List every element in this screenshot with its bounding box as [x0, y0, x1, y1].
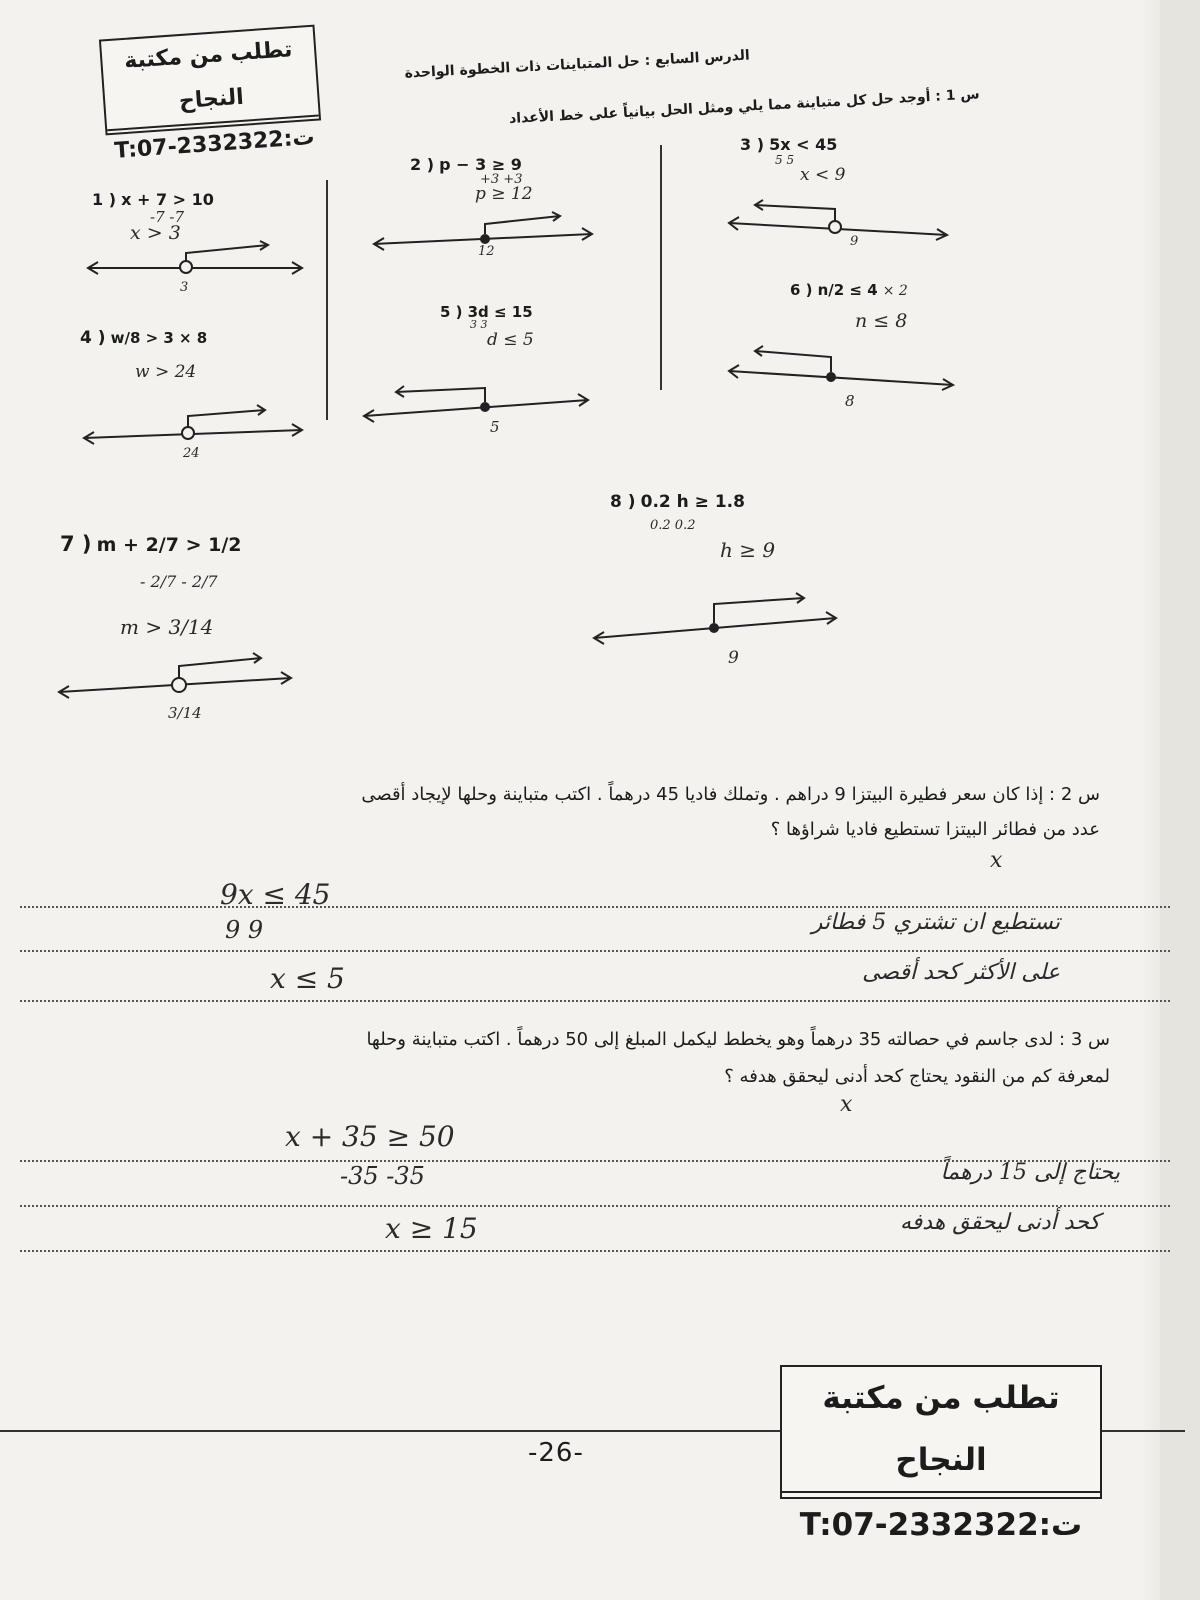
number-line-2-label: 12	[478, 244, 495, 259]
problem-number: 4 )	[80, 328, 106, 348]
q2-work-divide: 9 9	[225, 916, 264, 944]
stamp-store-name: تطلب من مكتبة النجاح	[123, 37, 294, 115]
stamp-store-name: تطلب من مكتبة النجاح	[822, 1380, 1060, 1478]
problem-7-answer: m > 3/14	[120, 615, 214, 639]
problem-2-step: +3 +3	[480, 172, 523, 187]
problem-number: 7 )	[60, 532, 92, 556]
problem-2-answer: p ≥ 12	[475, 184, 533, 204]
problem-equation: 0.2 h ≥ 1.8	[640, 492, 745, 512]
bottom-stamp	[780, 1365, 1102, 1543]
problem-number: 3 )	[740, 135, 765, 154]
problem-8-answer: h ≥ 9	[720, 538, 776, 562]
problem-number: 5 )	[440, 303, 463, 321]
q2-answer-line-1	[20, 906, 1170, 908]
problem-8-step: 0.2 0.2	[650, 518, 696, 533]
problem-6-answer: n ≤ 8	[855, 310, 908, 332]
number-line-8-label: 9	[728, 648, 739, 668]
question-2-variable: x	[990, 848, 1003, 873]
q2-answer-line-3	[20, 1000, 1170, 1002]
problem-5-step: 3 3	[470, 318, 488, 331]
problem-equation: n/2 ≤ 4	[817, 281, 878, 299]
q3-answer-line-2	[20, 1205, 1170, 1207]
problem-6	[790, 280, 908, 299]
problem-multiplier: × 8	[178, 329, 208, 347]
problem-1-answer: x > 3	[130, 222, 181, 244]
q3-work-subtract: -35 -35	[340, 1162, 425, 1190]
number-line-6-label: 8	[845, 392, 855, 410]
number-line-4-label: 24	[183, 446, 200, 461]
number-line-7-label: 3/14	[168, 704, 202, 722]
q3-answer-sentence-1: يحتاج إلى 15 درهماً	[940, 1160, 1120, 1185]
number-line-8	[590, 592, 845, 642]
problem-4-answer: w > 24	[135, 362, 197, 382]
number-line-6	[725, 345, 960, 395]
number-line-5-label: 5	[490, 418, 500, 436]
problem-equation: m + 2/7 > 1/2	[96, 534, 242, 556]
problem-8	[610, 492, 745, 512]
page-number: -26-	[528, 1438, 584, 1468]
column-divider-right	[660, 145, 662, 390]
problem-5-answer: d ≤ 5	[487, 330, 534, 350]
question-2-text-line1: س 2 : إذا كان سعر فطيرة البيتزا 9 دراهم . وتملك فاديا 45 درهماً . اكتب متباينة وحلها لإيجاد أقصى	[361, 784, 1100, 805]
problem-number: 2 )	[410, 155, 435, 174]
q2-answer-sentence-2: على الأكثر كحد أقصى	[862, 960, 1060, 985]
q2-answer-sentence-1: تستطيع ان تشتري 5 فطائر	[811, 910, 1060, 935]
q2-work-inequality: 9x ≤ 45	[220, 878, 331, 911]
problem-equation: w/8 > 3	[110, 329, 174, 347]
next-page-edge	[1160, 0, 1200, 1600]
q3-answer-sentence-2: كحد أدنى ليحقق هدفه	[899, 1210, 1100, 1235]
stamp-phone: T:07-2332322:ت	[782, 1491, 1100, 1557]
problem-3-answer: x < 9	[800, 165, 846, 185]
problem-equation: x + 7 > 10	[121, 190, 214, 209]
problem-1	[92, 190, 214, 209]
number-line-5	[360, 380, 600, 430]
problem-equation: 5x < 45	[769, 135, 838, 154]
problem-7-step: - 2/7 - 2/7	[140, 572, 218, 591]
column-divider-left	[326, 180, 328, 420]
q2-work-answer: x ≤ 5	[270, 962, 345, 995]
number-line-1-label: 3	[180, 280, 189, 295]
number-line-4	[80, 400, 310, 450]
problem-multiplier: × 2	[882, 283, 908, 299]
problem-4	[80, 328, 207, 348]
problem-3	[740, 135, 837, 154]
question-2-text-line2: عدد من فطائر البيتزا تستطيع فاديا شراؤها ؟	[770, 819, 1100, 840]
problem-equation: 3d ≤ 15	[467, 303, 533, 321]
number-line-1	[80, 235, 310, 295]
number-line-7	[55, 650, 300, 700]
question-1-prompt: س 1 : أوجد حل كل متباينة مما يلي ومثل الحل بيانياً على خط الأعداد	[508, 86, 981, 128]
stamp-phone: T:07-2332322:ت	[107, 115, 322, 174]
problem-equation: p − 3 ≥ 9	[439, 155, 522, 174]
problem-1-step: -7 -7	[150, 208, 184, 226]
q3-answer-line-3	[20, 1250, 1170, 1252]
problem-7	[60, 532, 241, 556]
problem-number: 8 )	[610, 492, 636, 512]
question-3-variable: x	[840, 1092, 853, 1117]
number-line-3-label: 9	[850, 234, 859, 249]
q2-answer-line-2	[20, 950, 1170, 952]
question-3-text-line2: لمعرفة كم من النقود يحتاج كحد أدنى ليحقق هدفه ؟	[724, 1066, 1110, 1087]
top-stamp	[99, 25, 321, 164]
problem-number: 1 )	[92, 190, 117, 209]
q3-work-answer: x ≥ 15	[385, 1212, 478, 1245]
problem-number: 6 )	[790, 281, 813, 299]
number-line-3	[725, 195, 955, 245]
question-3-text-line1: س 3 : لدى جاسم في حصالته 35 درهماً وهو يخطط ليكمل المبلغ إلى 50 درهماً . اكتب متباينة وحلها	[366, 1029, 1110, 1050]
lesson-title: الدرس السابع : حل المتباينات ذات الخطوة الواحدة	[404, 47, 751, 82]
q3-work-inequality: x + 35 ≥ 50	[285, 1120, 455, 1153]
problem-3-step: 5 5	[775, 153, 795, 167]
